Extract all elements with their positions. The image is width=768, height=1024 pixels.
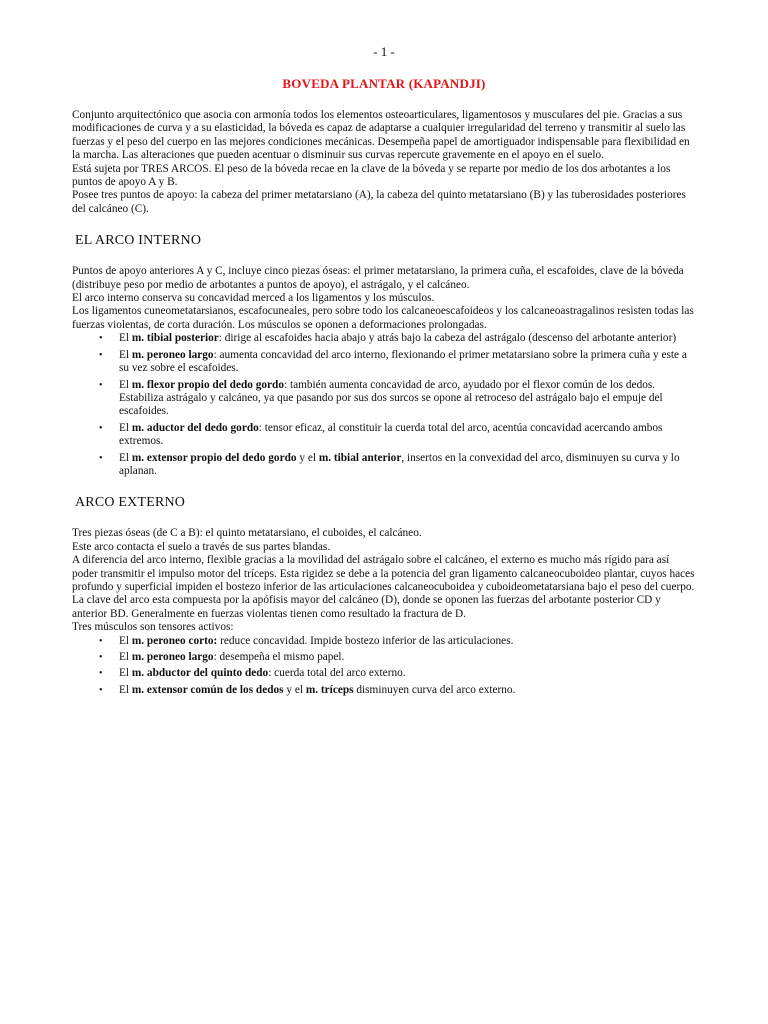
item-prefix: El bbox=[119, 634, 132, 647]
body-paragraph: Tres piezas óseas (de C a B): el quinto metatarsiano, el cuboides, el calcáneo. bbox=[72, 527, 422, 540]
muscle-name: m. extensor propio del dedo gordo bbox=[131, 451, 297, 464]
list-item bbox=[72, 635, 696, 648]
item-connector: y el bbox=[296, 451, 319, 464]
muscle-name: m. peroneo largo bbox=[131, 348, 214, 361]
list-item bbox=[72, 651, 696, 664]
item-prefix: El bbox=[119, 378, 132, 391]
muscle-list-interno bbox=[72, 332, 696, 478]
item-prefix: El bbox=[119, 421, 132, 434]
list-item bbox=[72, 452, 696, 479]
muscle-name: m. tibial posterior bbox=[131, 332, 219, 345]
section-title-arco-interno: EL ARCO INTERNO bbox=[75, 233, 202, 249]
item-text: : también aumenta concavidad de arco, ayudado por el flexor común de los dedos. Estabiliza astrágalo y calcáneo, ya que pasando por sus dos surcos se opone al retroceso del astrágalo bajo el empuje del escafoides. bbox=[119, 378, 663, 418]
item-text: reduce concavidad. Impide bostezo inferior de las articulaciones. bbox=[217, 634, 514, 647]
item-prefix: El bbox=[119, 451, 132, 464]
body-paragraph: A diferencia del arco interno, flexible gracias a la movilidad del astrágalo sobre el calcáneo, el externo es mucho más rígido para así poder transmitir el impulso motor del tríceps. Esta rigidez se debe a la potencia del gran ligamento calcaneocuboideo plantar, cuyos haces profundo y superficial impiden el bostezo inferior de las articulaciones calcaneocuboidea y cuboideometatarsiana bajo el peso del cuerpo. bbox=[72, 554, 695, 593]
item-text: : tensor eficaz, al constituir la cuerda total del arco, acentúa concavidad acercando ambos extremos. bbox=[119, 421, 663, 448]
item-text: , insertos en la convexidad del arco, disminuyen su curva y lo aplanan. bbox=[119, 451, 680, 477]
list-item bbox=[72, 349, 696, 376]
muscle-name: m. abductor del quinto dedo bbox=[131, 667, 269, 680]
list-item bbox=[72, 379, 696, 419]
item-text: : aumenta concavidad del arco interno, flexionando el primer metatarsiano sobre la primera cuña y este a su vez sobre el escafoides. bbox=[119, 348, 687, 375]
list-item bbox=[72, 684, 696, 697]
item-text: : cuerda total del arco externo. bbox=[268, 667, 406, 680]
intro-section bbox=[72, 109, 696, 216]
arco-externo-section bbox=[72, 527, 696, 697]
bullet-icon: • bbox=[99, 422, 103, 434]
body-paragraph: La clave del arco esta compuesta por la apófisis mayor del calcáneo (D), donde se oponen las fuerzas del arbotante posterior CD y anterior BD. Generalmente en fuerzas violentas tienen como resultado la fractura de D. bbox=[72, 594, 661, 620]
arco-interno-section bbox=[72, 265, 696, 478]
item-prefix: El bbox=[119, 651, 132, 663]
body-paragraph: Este arco contacta el suelo a través de sus partes blandas. bbox=[72, 540, 331, 553]
muscle-name: m. tríceps bbox=[305, 683, 354, 696]
body-paragraph: Tres músculos son tensores activos: bbox=[72, 621, 234, 634]
bullet-icon: • bbox=[99, 635, 103, 647]
muscle-name: m. aductor del dedo gordo bbox=[131, 421, 259, 434]
muscle-list-externo bbox=[72, 635, 696, 698]
intro-paragraph: Conjunto arquitectónico que asocia con armonía todos los elementos osteoarticulares, ligamentosos y musculares del pie. Gracias a sus modificaciones de curva y a su elasticidad, la bóveda es capaz de adaptarse a cualquier irregularidad del terreno y transmitir al suelo las fuerzas y el peso del cuerpo en las mejores condiciones mecánicas. Desempeña papel de amortiguador indispensable para flexibilidad en la marcha. Las alteraciones que pueden acentuar o disminuir sus curvas repercute gravemente en el apoyo en el suelo. bbox=[72, 109, 690, 162]
item-text: : desempeña el mismo papel. bbox=[213, 651, 345, 663]
bullet-icon: • bbox=[99, 452, 103, 464]
item-text: disminuyen curva del arco externo. bbox=[353, 683, 516, 696]
item-prefix: El bbox=[119, 348, 132, 361]
section-title-arco-externo: ARCO EXTERNO bbox=[75, 495, 186, 511]
list-item bbox=[72, 332, 696, 345]
item-text: : dirige al escafoides hacia abajo y atrás bajo la cabeza del astrágalo (descenso del arbotante anterior) bbox=[218, 332, 677, 345]
muscle-name: m. tibial anterior bbox=[318, 451, 402, 464]
bullet-icon: • bbox=[99, 379, 103, 391]
body-paragraph: Los ligamentos cuneometatarsianos, escafocuneales, pero sobre todo los calcaneoescafoideos y los calcaneoastragalinos resisten todas las fuerzas violentas, de corta duración. Los músculos se oponen a deformaciones prolongadas. bbox=[72, 305, 694, 331]
list-item bbox=[72, 667, 696, 680]
bullet-icon: • bbox=[99, 652, 103, 663]
list-item bbox=[72, 422, 696, 449]
document-title: BOVEDA PLANTAR (KAPANDJI) bbox=[282, 76, 486, 91]
item-prefix: El bbox=[119, 332, 132, 345]
muscle-name: m. flexor propio del dedo gordo bbox=[131, 378, 284, 391]
muscle-name: m. peroneo corto: bbox=[131, 634, 218, 647]
item-connector: y el bbox=[283, 683, 306, 696]
item-prefix: El bbox=[119, 683, 132, 696]
item-prefix: El bbox=[119, 667, 132, 680]
muscle-name: m. peroneo largo bbox=[131, 651, 214, 663]
body-paragraph: Puntos de apoyo anteriores A y C, incluye cinco piezas óseas: el primer metatarsiano, la primera cuña, el escafoides, clave de la bóveda (distribuye peso por medio de arbotantes a puntos de apoyo), el astrágalo, y el calcáneo. bbox=[72, 265, 684, 291]
bullet-icon: • bbox=[99, 684, 103, 696]
bullet-icon: • bbox=[99, 349, 103, 361]
body-paragraph: El arco interno conserva su concavidad merced a los ligamentos y los músculos. bbox=[72, 292, 435, 305]
bullet-icon: • bbox=[99, 333, 103, 345]
page-number: - 1 - bbox=[373, 44, 395, 59]
muscle-name: m. extensor común de los dedos bbox=[131, 683, 284, 696]
intro-paragraph: Está sujeta por TRES ARCOS. El peso de la bóveda recae en la clave de la bóveda y se reparte por medio de los dos arbotantes a los puntos de apoyo A y B. bbox=[72, 162, 671, 189]
bullet-icon: • bbox=[99, 668, 103, 680]
intro-paragraph: Posee tres puntos de apoyo: la cabeza del primer metatarsiano (A), la cabeza del quinto metatarsiano (B) y las tuberosidades posteriores del calcáneo (C). bbox=[72, 189, 686, 215]
